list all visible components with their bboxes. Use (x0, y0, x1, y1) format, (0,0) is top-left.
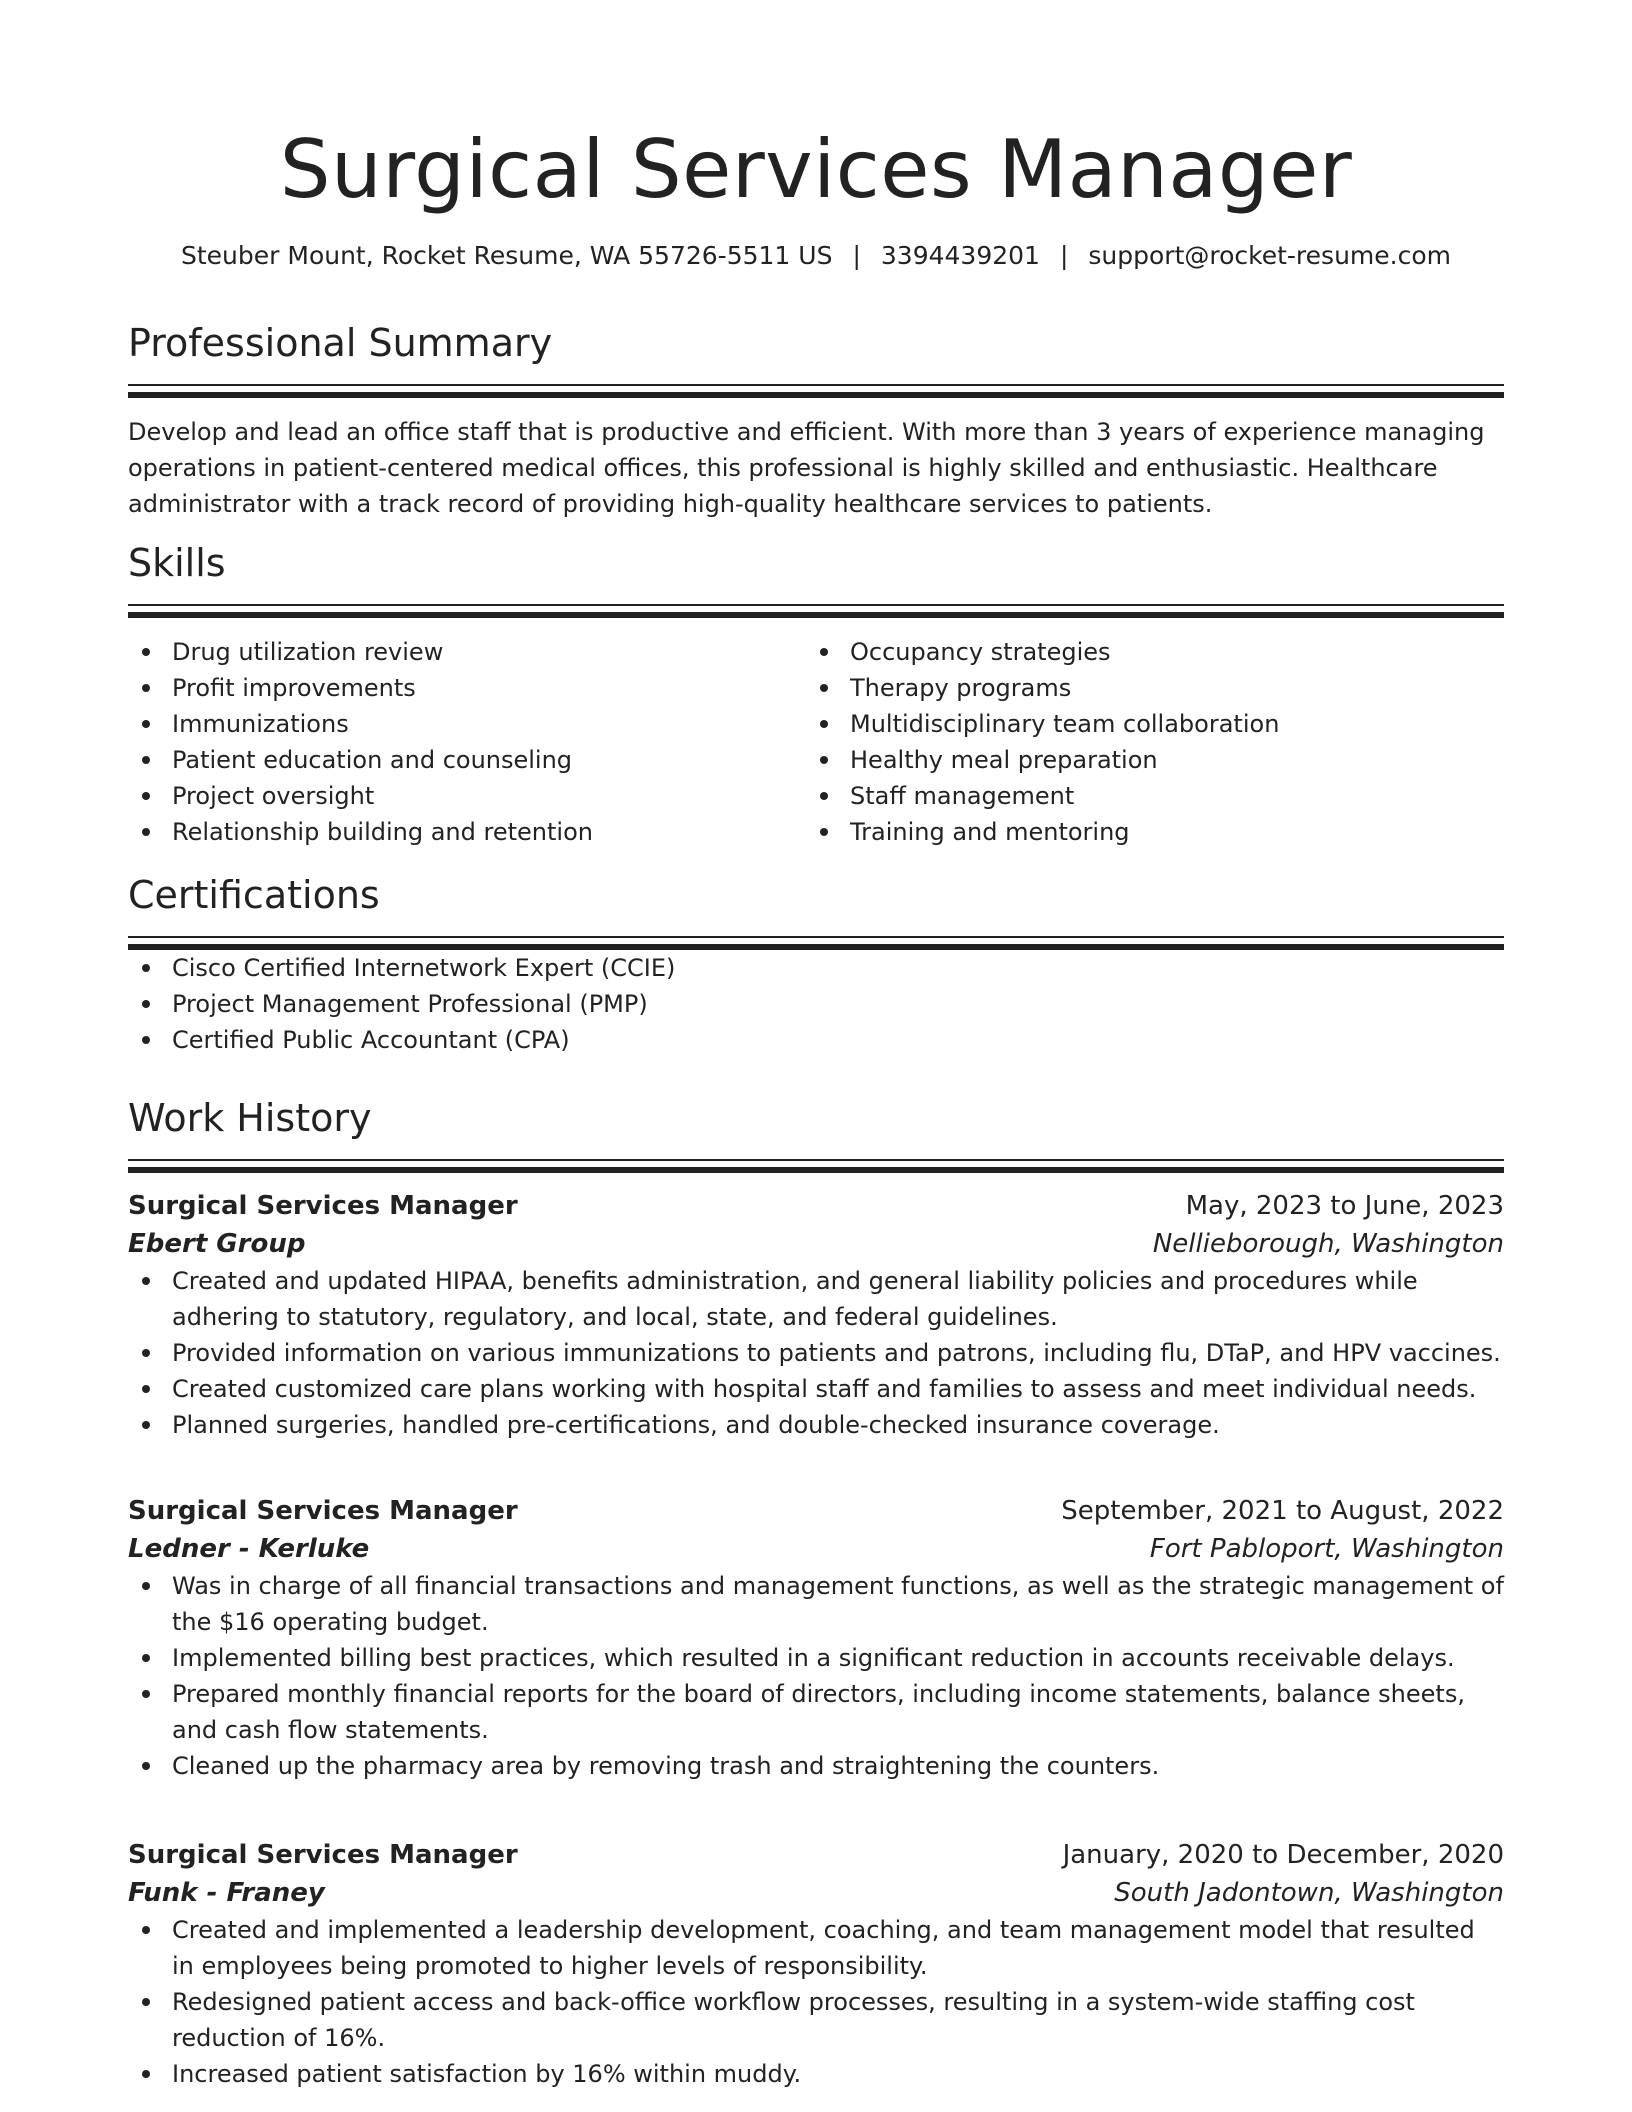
skill-item: Training and mentoring (806, 814, 1484, 850)
section-divider-thin (128, 1159, 1504, 1161)
job-dates: January, 2020 to December, 2020 (1062, 1840, 1504, 1870)
skills-heading: Skills (128, 541, 226, 585)
contact-separator: | (1059, 241, 1069, 270)
skills-left-column (128, 634, 806, 850)
job-entry (128, 1492, 1504, 1784)
job-entry (128, 1836, 1504, 2092)
skill-item: Occupancy strategies (806, 634, 1484, 670)
skill-item: Patient education and counseling (128, 742, 806, 778)
skill-item: Therapy programs (806, 670, 1484, 706)
certification-item: Project Management Professional (PMP) (128, 986, 1504, 1022)
job-bullets (128, 1568, 1504, 1784)
job-bullet: Planned surgeries, handled pre-certifications, and double-checked insurance coverage. (128, 1407, 1504, 1443)
job-subheader-row (128, 1874, 1504, 1912)
job-header-row (128, 1187, 1504, 1225)
job-bullet: Increased patient satisfaction by 16% within muddy. (128, 2056, 1504, 2092)
summary-heading: Professional Summary (128, 321, 553, 365)
contact-phone: 3394439201 (880, 241, 1040, 270)
certification-item: Certified Public Accountant (CPA) (128, 1022, 1504, 1058)
work-history-heading: Work History (128, 1096, 372, 1140)
job-company: Ebert Group (128, 1229, 306, 1259)
work-history-section (128, 1093, 1504, 1173)
skill-item: Drug utilization review (128, 634, 806, 670)
job-bullet: Provided information on various immunizations to patients and patrons, including flu, DTaP, and HPV vaccines. (128, 1335, 1504, 1371)
job-bullet: Cleaned up the pharmacy area by removing trash and straightening the counters. (128, 1748, 1504, 1784)
skill-item: Relationship building and retention (128, 814, 806, 850)
summary-text: Develop and lead an office staff that is productive and efficient. With more than 3 years of experience managing operations in patient-centered medical offices, this professional is highly skilled and enthusiastic. Healthcare administrator with a track record of providing high-quality healthcare services to patients. (128, 418, 1485, 518)
job-title: Surgical Services Manager (128, 1496, 518, 1526)
skill-item: Multidisciplinary team collaboration (806, 706, 1484, 742)
job-bullet: Prepared monthly financial reports for the board of directors, including income statements, balance sheets, and cash flow statements. (128, 1676, 1504, 1748)
section-divider-thin (128, 384, 1504, 386)
skill-item: Healthy meal preparation (806, 742, 1484, 778)
contact-address: Steuber Mount, Rocket Resume, WA 55726-5511 US (181, 241, 833, 270)
job-bullet: Created and implemented a leadership development, coaching, and team management model that resulted in employees being promoted to higher levels of responsibility. (128, 1912, 1504, 1984)
job-bullet: Was in charge of all financial transactions and management functions, as well as the strategic management of the $16 operating budget. (128, 1568, 1504, 1640)
skill-item: Immunizations (128, 706, 806, 742)
job-subheader-row (128, 1225, 1504, 1263)
job-bullets (128, 1912, 1504, 2092)
job-company: Funk - Franey (128, 1878, 325, 1908)
job-location: South Jadontown, Washington (1114, 1878, 1504, 1908)
certification-item: Cisco Certified Internetwork Expert (CCIE) (128, 950, 1504, 986)
section-divider-thick (128, 1167, 1504, 1173)
contact-email[interactable]: support@rocket-resume.com (1088, 241, 1451, 270)
skill-item: Profit improvements (128, 670, 806, 706)
skill-item: Staff management (806, 778, 1484, 814)
job-subheader-row (128, 1530, 1504, 1568)
skills-right-column (806, 634, 1484, 850)
job-entry (128, 1187, 1504, 1443)
resume-name: Surgical Services Manager (279, 123, 1353, 216)
job-location: Fort Pabloport, Washington (1149, 1534, 1504, 1564)
contact-separator: | (852, 241, 861, 270)
job-bullet: Redesigned patient access and back-office workflow processes, resulting in a system-wide staffing cost reduction of 16%. (128, 1984, 1504, 2056)
job-title: Surgical Services Manager (128, 1840, 518, 1870)
section-divider-thin (128, 936, 1504, 938)
job-header-row (128, 1492, 1504, 1530)
section-divider-thin (128, 604, 1504, 606)
job-bullet: Implemented billing best practices, which resulted in a significant reduction in accounts receivable delays. (128, 1640, 1504, 1676)
skills-section (128, 538, 1504, 850)
certifications-section (128, 870, 1504, 1058)
job-dates: September, 2021 to August, 2022 (1061, 1496, 1504, 1526)
skills-columns (128, 634, 1504, 850)
contact-line (128, 238, 1504, 274)
job-company: Ledner - Kerluke (128, 1534, 370, 1564)
section-divider-thick (128, 392, 1504, 398)
certifications-list (128, 950, 1504, 1058)
summary-section (128, 318, 1504, 522)
job-title: Surgical Services Manager (128, 1191, 518, 1221)
skill-item: Project oversight (128, 778, 806, 814)
job-bullet: Created customized care plans working with hospital staff and families to assess and meet individual needs. (128, 1371, 1504, 1407)
job-bullet: Created and updated HIPAA, benefits administration, and general liability policies and procedures while adhering to statutory, regulatory, and local, state, and federal guidelines. (128, 1263, 1504, 1335)
section-divider-thick (128, 612, 1504, 618)
certifications-heading: Certifications (128, 873, 380, 917)
job-location: Nellieborough, Washington (1152, 1229, 1504, 1259)
job-dates: May, 2023 to June, 2023 (1185, 1191, 1504, 1221)
job-bullets (128, 1263, 1504, 1443)
job-header-row (128, 1836, 1504, 1874)
